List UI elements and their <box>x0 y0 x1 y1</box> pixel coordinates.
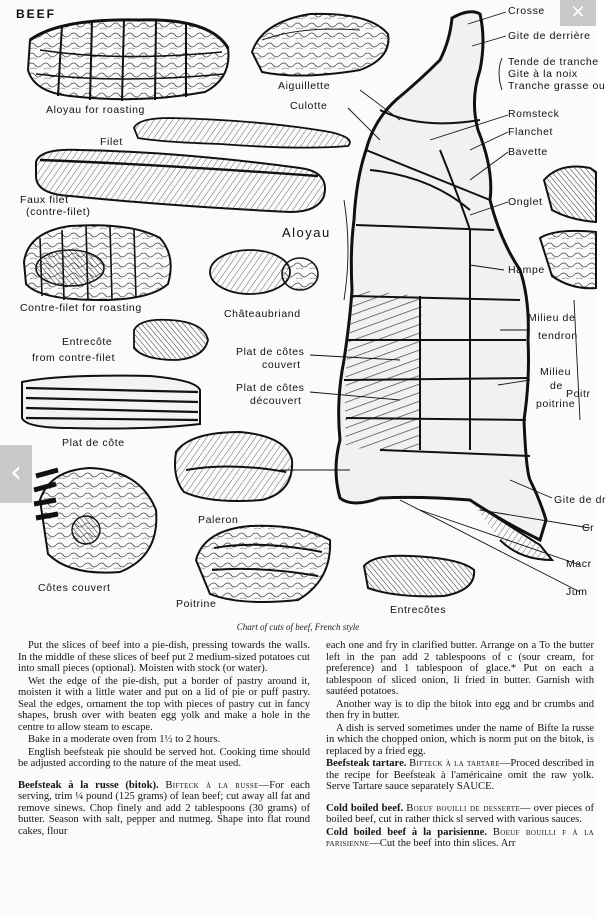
label-entrecote: Entrecôte <box>62 336 113 348</box>
label-milieu-poitrine-sub: poitrine <box>536 398 576 410</box>
label-gite-derriere: Gite de derrière <box>508 30 591 42</box>
chateaubriand-drawing <box>210 250 318 294</box>
previous-image-button[interactable] <box>0 445 32 503</box>
cotes-couvert-drawing <box>34 468 156 573</box>
paragraph: Another way is to dip the bitok into egg and br crumbs and then fry in butter. <box>326 698 594 721</box>
paragraph: Wet the edge of the pie-dish, put a border of pastry around it, moisten it with a little water and put on a lid of pie or puff pastry. Seal the edges, ornament the top with pieces of pastry cut in fancy shapes, brush over with beaten egg yolk and make a hole in the centre to allow steam to escape. <box>18 675 310 733</box>
label-faux-filet-sub: (contre-filet) <box>26 206 91 218</box>
hampe-drawing <box>540 231 596 288</box>
label-macr: Macr <box>566 558 592 570</box>
label-milieu-tendron-sub: tendron <box>538 330 578 342</box>
label-contre-filet: Contre-filet for roasting <box>20 302 142 314</box>
label-gite-noix: Gite à la noix <box>508 68 578 80</box>
recipe-french-name: Boeuf bouilli de desserte <box>406 802 520 814</box>
figure-caption: Chart of cuts of beef, French style <box>236 622 360 632</box>
label-milieu-poitrine-de: de <box>550 380 563 392</box>
recipe-body: — over pieces of boiled beef, cut in rather thick sl served with various sauces. <box>326 802 594 825</box>
label-cotes-couvert: Côtes couvert <box>38 582 111 594</box>
close-button[interactable] <box>560 0 596 26</box>
label-entrecote-sub: from contre-filet <box>32 352 116 364</box>
page-heading: BEEF <box>16 7 57 21</box>
paleron-drawing <box>175 432 292 501</box>
label-plat-couvert: Plat de côtes <box>236 346 305 358</box>
recipe-french-name: Bifteck à la tartare <box>409 758 500 769</box>
entrecote-contre-filet-drawing <box>134 320 208 360</box>
label-jum: Jum <box>566 586 588 598</box>
label-flanchet: Flanchet <box>508 126 554 138</box>
text-column-right <box>326 640 594 851</box>
contre-filet-drawing <box>24 225 171 300</box>
label-paleron: Paleron <box>198 514 239 526</box>
paragraph: Put the slices of beef into a pie-dish, pressing towards the walls. In the middle of these slices of beef put 2 medium-sized potatoes cut into small pieces (optional). Moisten with stock (or water). <box>18 640 310 674</box>
label-tranche-grasse: Tranche grasse ou <box>508 80 606 92</box>
aloyau-roast-drawing <box>28 19 229 101</box>
recipe-title: Cold boiled beef. <box>326 802 404 814</box>
label-aloyau-roasting: Aloyau for roasting <box>46 104 145 116</box>
recipe-paragraph <box>326 803 594 826</box>
label-poitrine: Poitrine <box>176 598 217 610</box>
label-aiguillette: Aiguillette <box>278 80 331 92</box>
label-chateaubriand: Châteaubriand <box>224 308 301 320</box>
label-hampe: Hampe <box>508 264 545 276</box>
label-milieu-tendron: Milieu de <box>528 312 576 324</box>
recipe-paragraph <box>326 827 594 850</box>
close-icon: ✕ <box>570 2 586 23</box>
label-romsteck: Romsteck <box>508 108 560 120</box>
label-plat-decouvert-sub: découvert <box>250 395 302 407</box>
plat-de-cote-drawing <box>22 376 200 429</box>
label-poitrine-right: Poitr <box>566 388 591 400</box>
recipe-paragraph <box>326 758 594 793</box>
recipe-title: Beefsteak à la russe (bitok). <box>18 779 159 791</box>
filet-drawing <box>134 118 350 148</box>
label-onglet: Onglet <box>508 196 543 208</box>
recipe-body: —Proced described in the recipe for Beefsteak à l'américaine omit the raw yolk. Serve Tartare sauce separately SAUCE. <box>326 758 594 792</box>
paragraph: English beefsteak pie should be served hot. Cooking time should be adjusted according to the nature of the meat used. <box>18 746 310 769</box>
paragraph: Bake in a moderate oven from 1½ to 2 hours. <box>28 734 221 745</box>
paragraph: A dish is served sometimes under the name of Bifte la russe in which the chopped onion, which is norm put on the bitok, is replaced by a fried egg. <box>326 722 594 757</box>
recipe-body: —Cut the beef into thin slices. Arr <box>369 838 516 849</box>
label-tende-tranche: Tende de tranche <box>508 56 599 68</box>
label-filet: Filet <box>100 136 123 148</box>
entrecotes-drawing <box>364 556 474 597</box>
label-entrecotes: Entrecôtes <box>390 604 447 616</box>
label-culotte: Culotte <box>290 100 328 112</box>
label-cr: Cr <box>582 522 595 534</box>
label-aloyau: Aloyau <box>282 225 331 240</box>
aiguillette-drawing <box>252 14 388 76</box>
label-plat-couvert-sub: couvert <box>262 359 301 371</box>
recipe-paragraph <box>18 780 310 838</box>
beef-carcass-drawing <box>336 12 552 560</box>
label-crosse: Crosse <box>508 5 545 17</box>
label-milieu-poitrine: Milieu <box>540 366 572 378</box>
poitrine-drawing <box>196 526 330 602</box>
recipe-french-name: Bifteck à la russe <box>165 779 259 791</box>
recipe-title: Beefsteak tartare. <box>326 758 407 769</box>
recipe-french-name: Boeuf bouilli f à la parisienne <box>326 826 595 849</box>
paragraph: each one and fry in clarified butter. Arrange on a To the butter left in the pan add 2 tablespoons of c (sour cream, for preference) and 1 tablespoon of glace.* Put on each a tablespoon of sliced onion, li fried in butter. Garnish with sautéed potatoes. <box>326 640 594 697</box>
recipe-body: —For each serving, trim ¼ pound (125 grams) of lean beef; cut away all fat and remove sinews. Chop finely and add 2 tablespoons (30 grams) of butter. Season with salt, pepper and nutmeg. Shape into flat round cakes, flour <box>18 779 311 837</box>
text-column-left <box>18 640 310 838</box>
label-plat-de-cote: Plat de côte <box>62 437 125 449</box>
label-gite-devant: Gite de dr <box>554 494 606 506</box>
label-plat-decouvert: Plat de côtes <box>236 382 305 394</box>
label-bavette: Bavette <box>508 146 548 158</box>
faux-filet-drawing <box>36 150 325 212</box>
chevron-left-icon: ‹ <box>10 455 22 490</box>
onglet-drawing <box>544 167 596 223</box>
recipe-title: Cold boiled beef à la parisienne. <box>326 826 487 838</box>
label-faux-filet: Faux filet <box>20 194 69 206</box>
